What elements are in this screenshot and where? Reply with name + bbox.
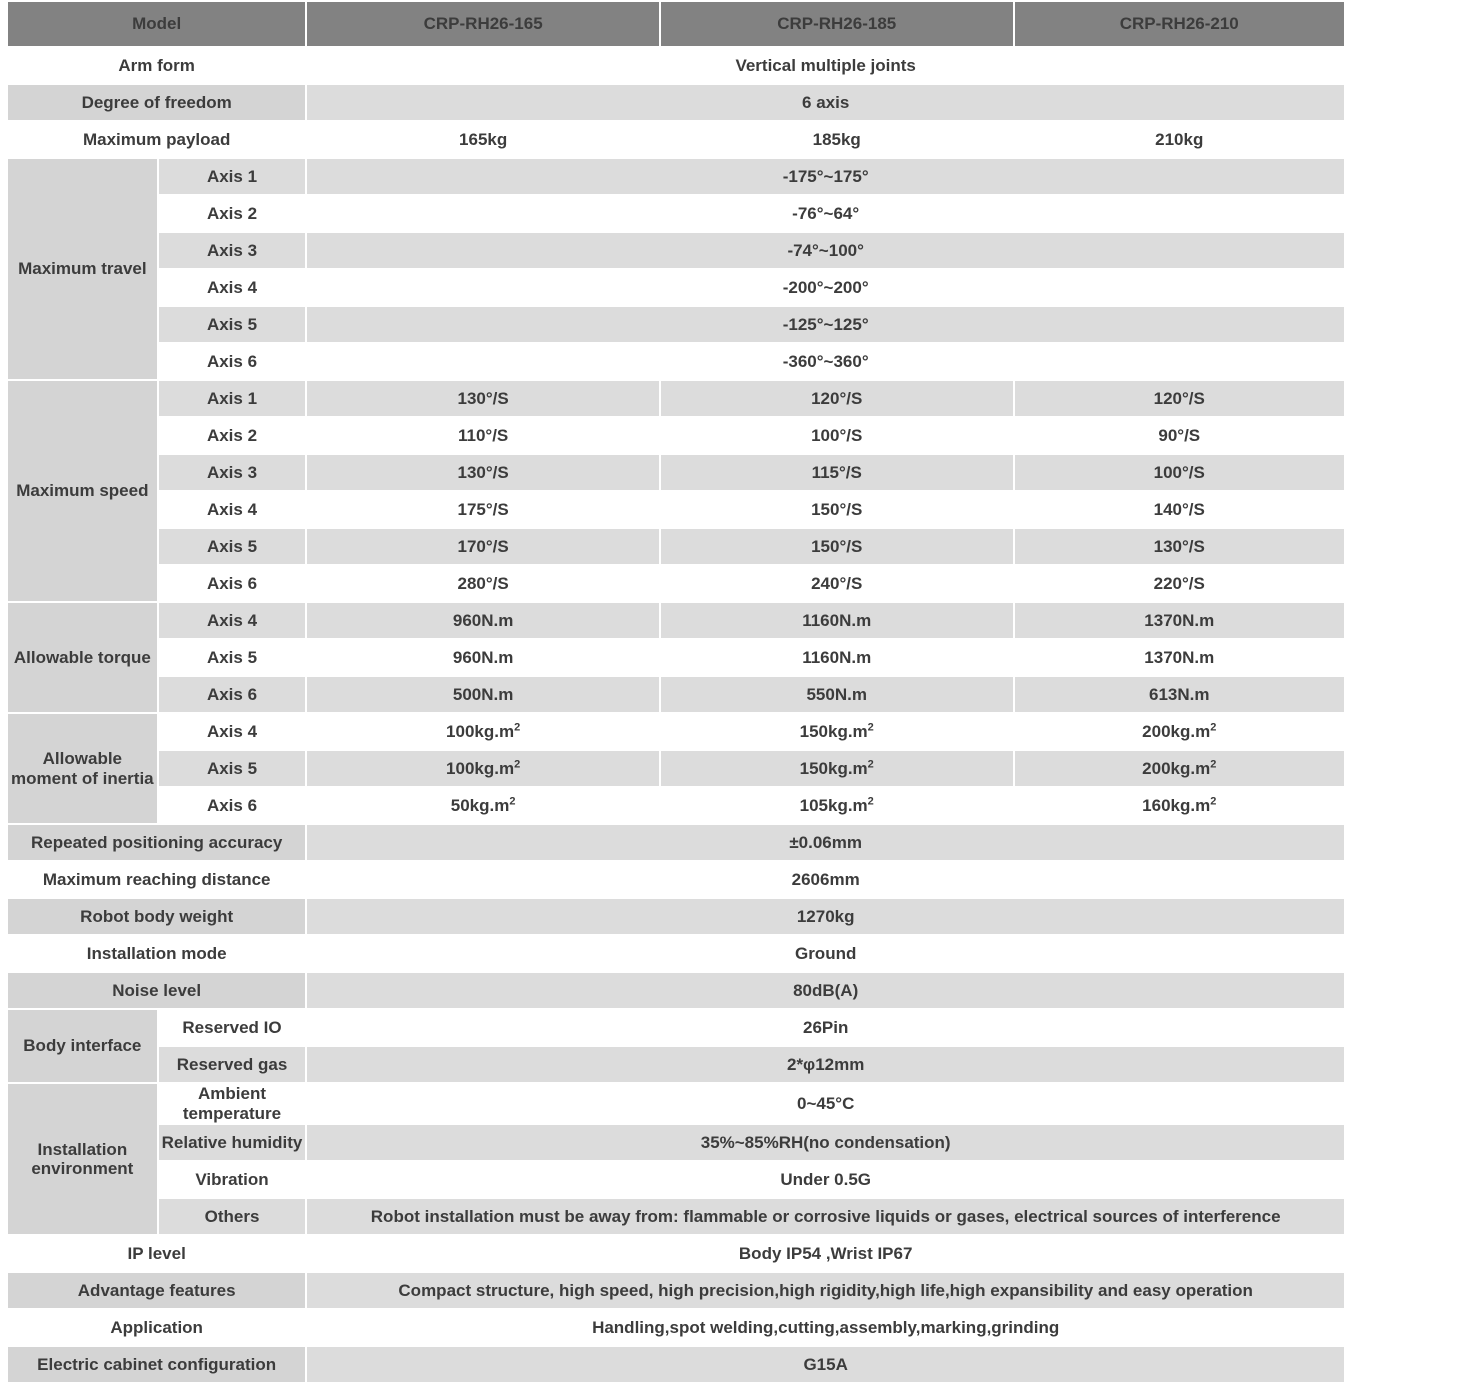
row-value-travel-axis-6: -360°~360° bbox=[306, 343, 1345, 380]
row-label-ip-level: IP level bbox=[7, 1235, 306, 1272]
sub-label-travel-axis-5: Axis 5 bbox=[158, 306, 307, 343]
row-label-degree-of-freedom: Degree of freedom bbox=[7, 84, 306, 121]
group-label-maximum-speed: Maximum speed bbox=[7, 380, 158, 602]
row-value-torque-axis-4-210: 1370N.m bbox=[1014, 602, 1346, 639]
row-value-advantage-features: Compact structure, high speed, high precision,high rigidity,high life,high expansibility and easy operation bbox=[306, 1272, 1345, 1309]
sub-label-inertia-axis-5: Axis 5 bbox=[158, 750, 307, 787]
superscript: 2 bbox=[509, 795, 516, 808]
sub-label-inertia-axis-4: Axis 4 bbox=[158, 713, 307, 750]
table-row bbox=[7, 491, 1345, 528]
row-value-inertia-axis-5-185 bbox=[660, 750, 1014, 787]
row-value-travel-axis-4: -200°~200° bbox=[306, 269, 1345, 306]
row-value-speed-axis-1-210: 120°/S bbox=[1014, 380, 1346, 417]
row-value-torque-axis-5-210: 1370N.m bbox=[1014, 639, 1346, 676]
row-value-torque-axis-4-185: 1160N.m bbox=[660, 602, 1014, 639]
table-row bbox=[7, 380, 1345, 417]
row-value-noise-level: 80dB(A) bbox=[306, 972, 1345, 1009]
table-row bbox=[7, 84, 1345, 121]
table-row bbox=[7, 972, 1345, 1009]
row-value-ambient-temperature: 0~45°C bbox=[306, 1083, 1345, 1124]
table-row bbox=[7, 158, 1345, 195]
row-value-maximum-reaching-distance: 2606mm bbox=[306, 861, 1345, 898]
sub-label-travel-axis-2: Axis 2 bbox=[158, 195, 307, 232]
row-value-reserved-gas: 2*φ12mm bbox=[306, 1046, 1345, 1083]
header-model-1: CRP-RH26-165 bbox=[306, 1, 660, 47]
row-value-speed-axis-5-185: 150°/S bbox=[660, 528, 1014, 565]
superscript: 2 bbox=[514, 758, 521, 771]
row-label-maximum-payload: Maximum payload bbox=[7, 121, 306, 158]
row-label-noise-level: Noise level bbox=[7, 972, 306, 1009]
table-row bbox=[7, 935, 1345, 972]
table-row bbox=[7, 565, 1345, 602]
row-value-speed-axis-5-165: 170°/S bbox=[306, 528, 660, 565]
row-value-inertia-axis-6-185 bbox=[660, 787, 1014, 824]
table-row bbox=[7, 232, 1345, 269]
row-value-torque-axis-6-185: 550N.m bbox=[660, 676, 1014, 713]
robot-specification-table bbox=[6, 0, 1346, 1384]
value-text: 50kg.m bbox=[450, 795, 510, 815]
row-value-travel-axis-3: -74°~100° bbox=[306, 232, 1345, 269]
superscript: 2 bbox=[867, 721, 874, 734]
table-row bbox=[7, 713, 1345, 750]
row-value-repeated-positioning-accuracy: ±0.06mm bbox=[306, 824, 1345, 861]
row-value-speed-axis-3-210: 100°/S bbox=[1014, 454, 1346, 491]
row-value-inertia-axis-4-210 bbox=[1014, 713, 1346, 750]
table-row bbox=[7, 898, 1345, 935]
superscript: 2 bbox=[1210, 758, 1217, 771]
row-value-speed-axis-4-210: 140°/S bbox=[1014, 491, 1346, 528]
sub-label-speed-axis-3: Axis 3 bbox=[158, 454, 307, 491]
row-value-torque-axis-6-165: 500N.m bbox=[306, 676, 660, 713]
value-text: 150kg.m bbox=[799, 721, 868, 741]
row-value-torque-axis-4-165: 960N.m bbox=[306, 602, 660, 639]
sub-label-travel-axis-4: Axis 4 bbox=[158, 269, 307, 306]
row-value-speed-axis-5-210: 130°/S bbox=[1014, 528, 1346, 565]
sub-label-reserved-io: Reserved IO bbox=[158, 1009, 307, 1046]
row-value-speed-axis-1-165: 130°/S bbox=[306, 380, 660, 417]
row-value-torque-axis-5-165: 960N.m bbox=[306, 639, 660, 676]
sub-label-relative-humidity: Relative humidity bbox=[158, 1124, 307, 1161]
group-label-allowable-torque: Allowable torque bbox=[7, 602, 158, 713]
row-value-others: Robot installation must be away from: flammable or corrosive liquids or gases, electrical sources of interference bbox=[306, 1198, 1345, 1235]
sub-label-torque-axis-5: Axis 5 bbox=[158, 639, 307, 676]
table-row bbox=[7, 639, 1345, 676]
row-value-maximum-payload-185: 185kg bbox=[660, 121, 1014, 158]
row-label-installation-mode: Installation mode bbox=[7, 935, 306, 972]
row-value-vibration: Under 0.5G bbox=[306, 1161, 1345, 1198]
row-value-speed-axis-4-185: 150°/S bbox=[660, 491, 1014, 528]
row-value-maximum-payload-210: 210kg bbox=[1014, 121, 1346, 158]
table-row bbox=[7, 454, 1345, 491]
row-value-inertia-axis-4-185 bbox=[660, 713, 1014, 750]
row-value-torque-axis-5-185: 1160N.m bbox=[660, 639, 1014, 676]
table-row bbox=[7, 750, 1345, 787]
table-row bbox=[7, 343, 1345, 380]
table-row bbox=[7, 824, 1345, 861]
table-row bbox=[7, 1046, 1345, 1083]
value-text: 160kg.m bbox=[1142, 795, 1211, 815]
row-value-speed-axis-2-185: 100°/S bbox=[660, 417, 1014, 454]
group-label-allowable-moment-of-inertia: Allowable moment of inertia bbox=[7, 713, 158, 824]
table-row bbox=[7, 195, 1345, 232]
row-label-advantage-features: Advantage features bbox=[7, 1272, 306, 1309]
row-value-inertia-axis-4-165 bbox=[306, 713, 660, 750]
table-row bbox=[7, 1124, 1345, 1161]
value-text: 200kg.m bbox=[1142, 758, 1211, 778]
sub-label-vibration: Vibration bbox=[158, 1161, 307, 1198]
row-label-robot-body-weight: Robot body weight bbox=[7, 898, 306, 935]
table-row bbox=[7, 1083, 1345, 1124]
row-value-inertia-axis-5-210 bbox=[1014, 750, 1346, 787]
row-label-electric-cabinet-configuration: Electric cabinet configuration bbox=[7, 1346, 306, 1383]
sub-label-reserved-gas: Reserved gas bbox=[158, 1046, 307, 1083]
row-value-travel-axis-5: -125°~125° bbox=[306, 306, 1345, 343]
row-value-inertia-axis-5-165 bbox=[306, 750, 660, 787]
group-label-installation-environment: Installation environment bbox=[7, 1083, 158, 1235]
table-row bbox=[7, 528, 1345, 565]
row-value-speed-axis-6-185: 240°/S bbox=[660, 565, 1014, 602]
table-row bbox=[7, 676, 1345, 713]
header-model-2: CRP-RH26-185 bbox=[660, 1, 1014, 47]
superscript: 2 bbox=[514, 721, 521, 734]
row-value-speed-axis-6-165: 280°/S bbox=[306, 565, 660, 602]
row-value-degree-of-freedom: 6 axis bbox=[306, 84, 1345, 121]
row-value-speed-axis-3-185: 115°/S bbox=[660, 454, 1014, 491]
sub-label-others: Others bbox=[158, 1198, 307, 1235]
sub-label-speed-axis-5: Axis 5 bbox=[158, 528, 307, 565]
group-label-maximum-travel: Maximum travel bbox=[7, 158, 158, 380]
value-text: 150kg.m bbox=[799, 758, 868, 778]
table-row bbox=[7, 1309, 1345, 1346]
sub-label-torque-axis-4: Axis 4 bbox=[158, 602, 307, 639]
table-row bbox=[7, 1346, 1345, 1383]
row-value-speed-axis-3-165: 130°/S bbox=[306, 454, 660, 491]
row-value-speed-axis-1-185: 120°/S bbox=[660, 380, 1014, 417]
row-value-electric-cabinet-configuration: G15A bbox=[306, 1346, 1345, 1383]
table-row bbox=[7, 1198, 1345, 1235]
superscript: 2 bbox=[867, 795, 874, 808]
header-model-label: Model bbox=[7, 1, 306, 47]
row-value-travel-axis-2: -76°~64° bbox=[306, 195, 1345, 232]
row-label-application: Application bbox=[7, 1309, 306, 1346]
table-row bbox=[7, 269, 1345, 306]
table-row bbox=[7, 1161, 1345, 1198]
sub-label-travel-axis-6: Axis 6 bbox=[158, 343, 307, 380]
value-text: 100kg.m bbox=[446, 721, 515, 741]
row-value-torque-axis-6-210: 613N.m bbox=[1014, 676, 1346, 713]
row-value-arm-form: Vertical multiple joints bbox=[306, 47, 1345, 84]
value-text: 105kg.m bbox=[799, 795, 868, 815]
sub-label-torque-axis-6: Axis 6 bbox=[158, 676, 307, 713]
row-value-inertia-axis-6-210 bbox=[1014, 787, 1346, 824]
sub-label-travel-axis-1: Axis 1 bbox=[158, 158, 307, 195]
sub-label-travel-axis-3: Axis 3 bbox=[158, 232, 307, 269]
row-value-maximum-payload-165: 165kg bbox=[306, 121, 660, 158]
row-value-robot-body-weight: 1270kg bbox=[306, 898, 1345, 935]
row-value-inertia-axis-6-165 bbox=[306, 787, 660, 824]
sub-label-speed-axis-4: Axis 4 bbox=[158, 491, 307, 528]
sub-label-speed-axis-6: Axis 6 bbox=[158, 565, 307, 602]
row-value-speed-axis-6-210: 220°/S bbox=[1014, 565, 1346, 602]
table-row bbox=[7, 602, 1345, 639]
superscript: 2 bbox=[1210, 795, 1217, 808]
table-row bbox=[7, 1272, 1345, 1309]
sub-label-inertia-axis-6: Axis 6 bbox=[158, 787, 307, 824]
table-row bbox=[7, 121, 1345, 158]
row-value-speed-axis-2-165: 110°/S bbox=[306, 417, 660, 454]
value-text: 100kg.m bbox=[446, 758, 515, 778]
table-row bbox=[7, 306, 1345, 343]
header-model-3: CRP-RH26-210 bbox=[1014, 1, 1346, 47]
group-label-body-interface: Body interface bbox=[7, 1009, 158, 1083]
row-label-maximum-reaching-distance: Maximum reaching distance bbox=[7, 861, 306, 898]
row-value-ip-level: Body IP54 ,Wrist IP67 bbox=[306, 1235, 1345, 1272]
table-row bbox=[7, 787, 1345, 824]
sub-label-ambient-temperature: Ambient temperature bbox=[158, 1083, 307, 1124]
row-label-arm-form: Arm form bbox=[7, 47, 306, 84]
row-value-installation-mode: Ground bbox=[306, 935, 1345, 972]
sub-label-speed-axis-2: Axis 2 bbox=[158, 417, 307, 454]
superscript: 2 bbox=[867, 758, 874, 771]
row-value-travel-axis-1: -175°~175° bbox=[306, 158, 1345, 195]
table-header-row bbox=[7, 1, 1345, 47]
row-value-reserved-io: 26Pin bbox=[306, 1009, 1345, 1046]
row-value-relative-humidity: 35%~85%RH(no condensation) bbox=[306, 1124, 1345, 1161]
row-label-repeated-positioning-accuracy: Repeated positioning accuracy bbox=[7, 824, 306, 861]
row-value-application: Handling,spot welding,cutting,assembly,marking,grinding bbox=[306, 1309, 1345, 1346]
table-row bbox=[7, 47, 1345, 84]
row-value-speed-axis-4-165: 175°/S bbox=[306, 491, 660, 528]
table-row bbox=[7, 1235, 1345, 1272]
table-row bbox=[7, 417, 1345, 454]
table-row bbox=[7, 861, 1345, 898]
table-row bbox=[7, 1009, 1345, 1046]
sub-label-speed-axis-1: Axis 1 bbox=[158, 380, 307, 417]
value-text: 200kg.m bbox=[1142, 721, 1211, 741]
superscript: 2 bbox=[1210, 721, 1217, 734]
row-value-speed-axis-2-210: 90°/S bbox=[1014, 417, 1346, 454]
